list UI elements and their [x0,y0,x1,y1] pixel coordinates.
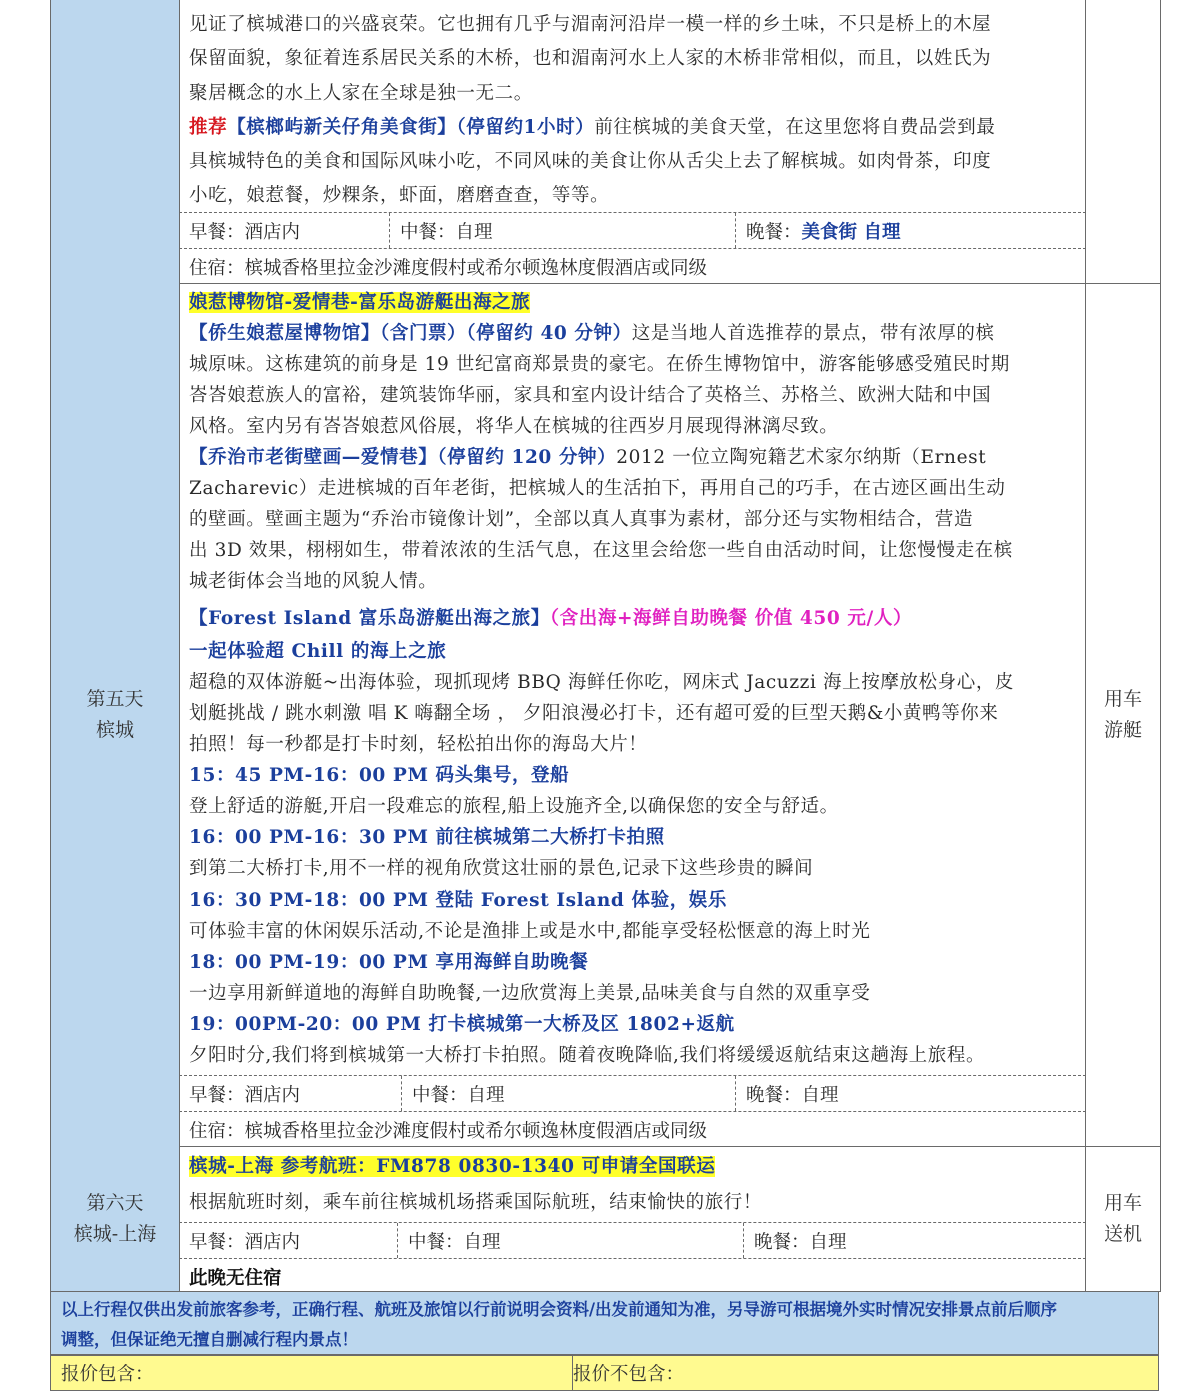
notice-line: 以上行程仅供出发前旅客参考，正确行程、航班及旅馆以行前说明会资料/出发前通知为准，另导游可根据境外实时情况安排景点前后顺序 [61,1300,1058,1319]
itinerary-table [50,0,1161,1394]
chill-title: 一起体验超 Chill 的海上之旅 [189,641,447,662]
day6-city: 槟城-上海 [73,1222,157,1245]
dinner [743,1223,1086,1258]
dinner-value: 自理 [801,1084,839,1106]
island-title: 【Forest Island 富乐岛游艇出海之旅】 [189,608,550,629]
pricing-row [50,1355,1159,1391]
day6-transport: 送机 [1103,1222,1142,1245]
schedule-time: 16：30 PM-18：00 PM 登陆 Forest Island 体验，娱乐 [189,890,727,911]
day4-transport-cell [1085,0,1161,283]
museum-text: 这是当地人首选推荐的景点，带有浓厚的槟 [631,323,995,344]
day4-accommodation: 住宿：槟城香格里拉金沙滩度假村或希尔顿逸林度假酒店或同级 [179,248,1086,284]
breakfast [179,1076,401,1111]
day5-transport: 游艇 [1103,718,1142,741]
day4-text-line: 小吃，娘惹餐，炒粿条，虾面，磨磨查查，等等。 [189,185,610,206]
museum-text-line: 风格。室内另有峇峇娘惹风俗展，将华人在槟城的往西岁月展现得淋漓尽致。 [189,416,839,437]
mural-text-line: 出 3D 效果，栩栩如生，带着浓浓的生活气息，在这里会给您一些自由活动时间，让您慢慢走在槟 [189,540,1013,561]
day4-row [50,0,1161,284]
breakfast-value: 酒店内 [244,1231,301,1253]
day4-text-line: 保留面貌，象征着连系居民关系的木桥，也和湄南河水上人家的木桥非常相似，而且，以姓氏为 [189,48,992,69]
day6-transport-cell [1085,1146,1161,1291]
schedule-desc: 登上舒适的游艇,开启一段难忘的旅程,船上设施齐全,以确保您的安全与舒适。 [189,796,839,817]
day5-row [50,283,1161,1147]
food-street-recommendation [189,112,1078,143]
lunch [389,213,735,248]
day6-content [179,1146,1086,1291]
dinner-label: 晚餐： [746,1084,802,1106]
breakfast [179,1223,397,1258]
day5-meals [179,1075,1086,1111]
day4-content [179,0,1086,283]
dinner [735,213,1086,248]
mural-text-line: Zacharevic）走进槟城的百年老街，把槟城人的生活拍下，再用自己的巧手，在古迹区画出生动 [189,478,1006,499]
chill-text-line: 超稳的双体游艇~出海体验，现抓现烤 BBQ 海鲜任你吃，网床式 Jacuzzi 海上按摩放松身心，皮 [189,672,1015,693]
notice-line: 调整，但保证绝无擅自删减行程内景点！ [61,1330,358,1349]
breakfast [179,213,389,248]
day4-text-line: 见证了槟城港口的兴盛哀荣。它也拥有几乎与湄南河沿岸一模一样的乡土味，不只是桥上的木屋 [189,14,992,35]
museum-title: 【侨生娘惹屋博物馆】（含门票）（停留约 40 分钟） [189,323,632,344]
schedule-desc: 夕阳时分,我们将到槟城第一大桥打卡拍照。随着夜晚降临,我们将缓缓返航结束这趟海上旅程。 [189,1045,986,1066]
day6-headline [189,1151,1078,1182]
island-price: （含出海+海鲜自助晚餐 价值 450 元/人） [549,608,913,629]
breakfast-value: 酒店内 [244,1084,301,1106]
recommend-tag: 推荐 [189,117,228,138]
day5-city: 槟城 [95,718,134,741]
breakfast-label: 早餐： [189,221,245,243]
museum-paragraph [189,318,1078,349]
schedule-desc: 一边享用新鲜道地的海鲜自助晚餐,一边欣赏海上美景,品味美食与自然的双重享受 [189,983,871,1004]
lunch-value: 自理 [467,1084,505,1106]
lunch-label: 中餐： [412,1084,468,1106]
museum-text-line: 城原味。这栋建筑的前身是 19 世纪富商郑景贵的豪宅。在侨生博物馆中，游客能够感受殖民时期 [189,354,1010,375]
lunch-label: 中餐： [400,221,456,243]
breakfast-value: 酒店内 [244,221,301,243]
food-street-title: 【槟榔屿新关仔角美食街】（停留约1小时） [227,117,595,138]
day6-accommodation: 此晚无住宿 [179,1258,1086,1294]
lunch-value: 自理 [455,221,493,243]
day6-row [50,1146,1161,1292]
food-street-text: 前往槟城的美食天堂，在这里您将自费品尝到最 [594,117,996,138]
day4-meals [179,212,1086,248]
mural-text: 2012 一位立陶宛籍艺术家尔纳斯（Ernest [616,447,987,468]
dinner [735,1076,1086,1111]
price-included: 报价包含： [51,1356,573,1390]
day5-content [179,283,1086,1146]
lunch [401,1076,735,1111]
day6-day-cell [50,1146,180,1291]
schedule-time: 18：00 PM-19：00 PM 享用海鲜自助晚餐 [189,952,589,973]
schedule-desc: 到第二大桥打卡,用不一样的视角欣赏这壮丽的景色,记录下这些珍贵的瞬间 [189,858,814,879]
dinner-value: 自理 [809,1231,847,1253]
dinner-label: 晚餐： [754,1231,810,1253]
breakfast-label: 早餐： [189,1084,245,1106]
lunch-label: 中餐： [408,1231,464,1253]
day4-text-line: 聚居概念的水上人家在全球是独一无二。 [189,83,533,104]
lunch-value: 自理 [463,1231,501,1253]
day5-transport-cell [1085,283,1161,1146]
day6-transport: 用车 [1103,1191,1142,1214]
day5-label: 第五天 [86,687,144,710]
museum-text-line: 峇峇娘惹族人的富裕，建筑装饰华丽，家具和室内设计结合了英格兰、苏格兰、欧洲大陆和中国 [189,385,992,406]
lunch [397,1223,743,1258]
itinerary-notice [50,1291,1159,1355]
mural-text-line: 城老街体会当地的风貌人情。 [189,571,438,592]
island-paragraph [189,603,1078,634]
mural-paragraph [189,442,1078,473]
breakfast-label: 早餐： [189,1231,245,1253]
day6-text: 根据航班时刻，乘车前往槟城机场搭乘国际航班，结束愉快的旅行！ [189,1192,763,1213]
day6-meals [179,1222,1086,1258]
schedule-time: 15：45 PM-16：00 PM 码头集号，登船 [189,765,570,786]
dinner-label: 晚餐： [746,221,802,243]
chill-text-line: 拍照！每一秒都是打卡时刻，轻松拍出你的海岛大片！ [189,734,648,755]
day4-day-cell [50,0,180,283]
schedule-time: 19：00PM-20：00 PM 打卡槟城第一大桥及区 1802+返航 [189,1014,735,1035]
day5-day-cell [50,283,180,1146]
day5-headline-text: 娘惹博物馆-爱情巷-富乐岛游艇出海之旅 [189,292,531,313]
price-excluded: 报价不包含： [573,1364,685,1385]
mural-title: 【乔治市老街壁画—爱情巷】（停留约 120 分钟） [189,447,617,468]
day6-headline-text: 槟城-上海 参考航班：FM878 0830-1340 可申请全国联运 [189,1156,716,1177]
day4-text-line: 具槟城特色的美食和国际风味小吃，不同风味的美食让你从舌尖上去了解槟城。如肉骨茶，印度 [189,151,992,172]
day5-accommodation: 住宿：槟城香格里拉金沙滩度假村或希尔顿逸林度假酒店或同级 [179,1111,1086,1147]
schedule-desc: 可体验丰富的休闲娱乐活动,不论是渔排上或是水中,都能享受轻松惬意的海上时光 [189,921,871,942]
chill-text-line: 划艇挑战 / 跳水刺激 唱 K 嗨翻全场 ， 夕阳浪漫必打卡，还有超可爱的巨型天鹅&小黄鸭等你来 [189,703,999,724]
day6-label: 第六天 [86,1191,144,1214]
day5-transport: 用车 [1103,687,1142,710]
day5-headline [189,287,1078,318]
schedule-time: 16：00 PM-16：30 PM 前往槟城第二大桥打卡拍照 [189,827,665,848]
dinner-value: 美食街 自理 [801,221,901,243]
mural-text-line: 的壁画。壁画主题为“乔治市镜像计划”，全部以真人真事为素材，部分还与实物相结合，营造 [189,509,974,530]
